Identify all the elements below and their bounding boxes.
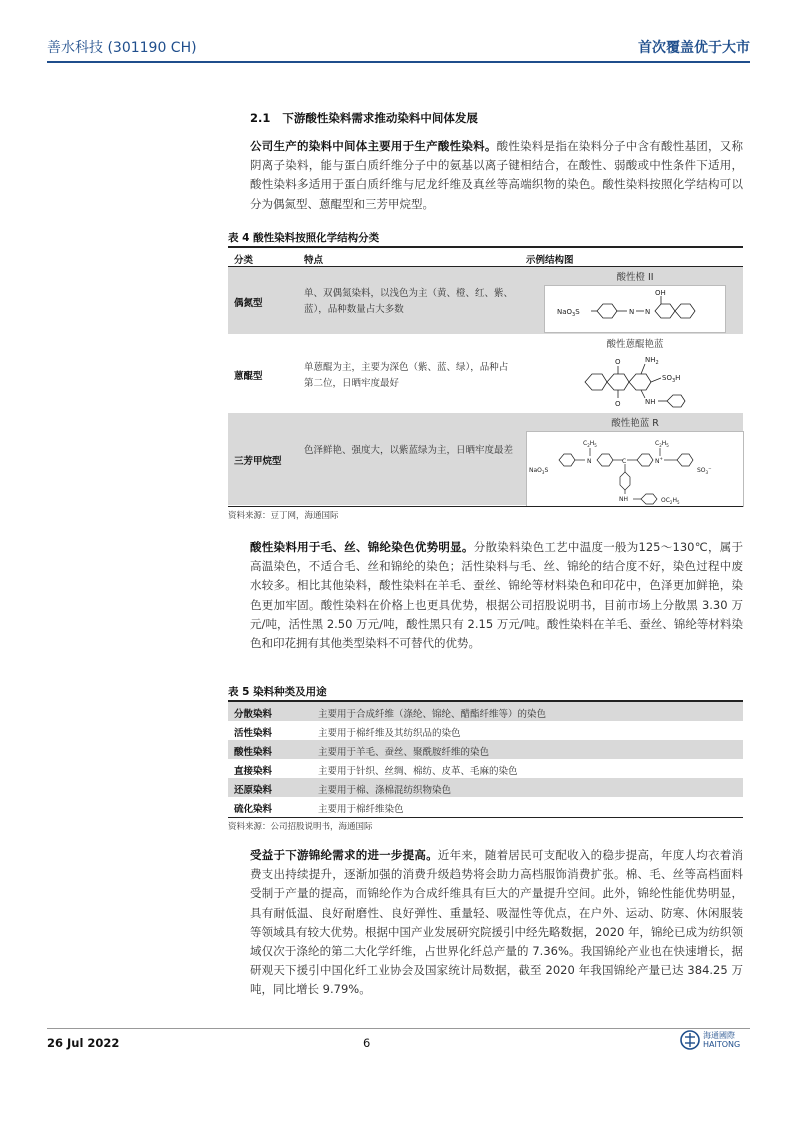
- label-so3-minus: $SO_3^-$: [697, 466, 712, 475]
- section-number: 2.1: [250, 111, 271, 125]
- row-category: 蒽醌型: [234, 371, 263, 382]
- table-row: [228, 721, 743, 740]
- logo-english: HAITONG: [703, 1040, 741, 1049]
- report-date: 26 Jul 2022: [47, 1036, 120, 1050]
- label-nh: NH: [645, 398, 656, 406]
- paragraph-1-body: 酸性染料是指在染料分子中含有酸性基团，又称阴离子染料，能与蛋白质纤维分子中的氨基以离子键相结合，在酸性、弱酸或中性条件下适用，酸性染料多适用于蛋白质纤维与尼龙纤维及真丝等高端织物的染色。酸性染料按照化学结构可以分为偶氮型、蒽醌型和三芳甲烷型。: [250, 139, 744, 211]
- svg-text:C: C: [622, 458, 627, 465]
- logo-chinese: 海通國際: [703, 1031, 735, 1040]
- label-o-top: O: [615, 358, 621, 366]
- table-row: [228, 334, 743, 413]
- section-title: 下游酸性染料需求推动染料中间体发展: [282, 111, 478, 125]
- dye-use: 主要用于棉、涤棉混纺织物染色: [318, 785, 452, 796]
- dye-name: 酸性染料: [234, 747, 273, 758]
- label-oc2h5: $OC_2H_5$: [661, 497, 680, 505]
- structure-name: 酸性橙 II: [616, 272, 654, 283]
- label-nh: NH: [619, 496, 628, 503]
- row-structure: [526, 415, 744, 510]
- dye-use: 主要用于羊毛、蚕丝、聚酰胺纤维的染色: [318, 747, 490, 758]
- rating-title: 首次覆盖优于大市: [638, 40, 750, 56]
- row-category: 三芳甲烷型: [234, 456, 282, 467]
- table-row: [228, 267, 743, 334]
- structure-name: 酸性蒽醌艳蓝: [606, 339, 664, 350]
- table-4-header: [228, 248, 743, 267]
- paragraph-3-lead: 受益于下游锦纶需求的进一步提高。: [250, 848, 438, 862]
- dye-use: 主要用于棉纤维及其纺织品的染色: [318, 728, 461, 739]
- row-feature: 色泽鲜艳、强度大，以紫蓝绿为主，日晒牢度最差: [304, 445, 514, 456]
- section-heading: [250, 110, 478, 126]
- header-divider: [47, 61, 750, 63]
- label-o-bottom: O: [615, 400, 621, 408]
- table-5-title: 表 5 染料种类及用途: [228, 686, 327, 698]
- table-5-bottom-rule: [228, 817, 743, 818]
- table-4-title: 表 4 酸性染料按照化学结构分类: [228, 232, 380, 244]
- table-row: [228, 702, 743, 721]
- paragraph-2: [250, 538, 743, 653]
- label-na: NaO$_3$S: [557, 308, 580, 318]
- header-feature: 特点: [304, 255, 324, 266]
- label-nh2: $NH_2$: [645, 356, 659, 366]
- haitong-logo: [680, 1030, 740, 1050]
- acid-brilliant-blue-r-structure: [526, 431, 744, 507]
- table-5-source: 资料来源：公司招股说明书，海通国际: [228, 822, 373, 832]
- label-n-plus: N+: [655, 456, 663, 465]
- table-4-source: 资料来源：豆丁网，海通国际: [228, 511, 339, 521]
- paragraph-3-body: 近年来，随着居民可支配收入的稳步提高，年度人均衣着消费支出持续提升，逐渐加强的消费升级趋势将会助力高档服饰消费扩张。棉、毛、丝等高档面料受制于产量的提高，而锦纶作为合成纤维具有巨大的产量提升空间。此外，锦纶性能优势明显，具有耐低温、良好耐磨性、良好弹性、重量轻、吸湿性等优点，在户外、运动、防寒、休闲服装等领域具有较大优势。根据中国产业发展研究院援引中经先略数据，2020 年，锦纶已成为纺织领域仅次于涤纶的第二大化学纤维，占世界化纤总产量的 7.36%。我国锦纶产业也在快速增长，据研观天下援引中国化纤工业协会及国家统计局数据，截至 2020 年我国锦纶产量已达 384.25 万吨，同比增长 9.79%。: [250, 848, 744, 997]
- label-na: NaO$_3$S: [529, 467, 549, 475]
- svg-text:N: N: [645, 308, 651, 316]
- svg-text:N: N: [629, 308, 635, 316]
- dye-use: 主要用于针织、丝绸、棉纺、皮革、毛麻的染色: [318, 766, 518, 777]
- dye-use: 主要用于合成纤维（涤纶、锦纶、醋酯纤维等）的染色: [318, 709, 547, 720]
- dye-name: 活性染料: [234, 728, 273, 739]
- header-structure: 示例结构图: [526, 255, 574, 266]
- paragraph-1-lead: 公司生产的染料中间体主要用于生产酸性染料。: [250, 139, 497, 153]
- label-c2h5-right: $C_2H_5$: [655, 440, 669, 448]
- page-number: 6: [363, 1036, 371, 1050]
- paragraph-1: [250, 137, 743, 214]
- dye-name: 硫化染料: [234, 804, 273, 815]
- acid-orange-ii-structure: [544, 285, 726, 333]
- table-4-bottom-rule: [228, 506, 743, 507]
- label-oh: OH: [655, 289, 666, 297]
- dye-name: 还原染料: [234, 785, 273, 796]
- header-category: 分类: [234, 255, 254, 266]
- report-ticker: 善水科技 (301190 CH): [47, 40, 197, 56]
- label-so3h: $SO_3H$: [662, 374, 681, 384]
- label-c2h5-left: $C_2H_5$: [583, 440, 597, 448]
- footer-divider: [47, 1028, 750, 1029]
- table-row: [228, 759, 743, 778]
- table-row: [228, 778, 743, 797]
- structure-name: 酸性艳蓝 R: [611, 418, 659, 429]
- row-structure: [526, 269, 744, 336]
- table-5: [228, 702, 743, 816]
- dye-name: 直接染料: [234, 766, 273, 777]
- row-feature: 单、双偶氮染料，以浅色为主（黄、橙、红、紫、蓝），品种数量占大多数: [304, 288, 514, 315]
- row-feature: 单蒽醌为主，主要为深色（紫、蓝、绿），品种占第二位，日晒牢度最好: [304, 362, 509, 389]
- row-category: 偶氮型: [234, 298, 263, 309]
- anthraquinone-blue-structure: [565, 352, 705, 410]
- table-row: [228, 740, 743, 759]
- table-row: [228, 413, 743, 505]
- paragraph-2-lead: 酸性染料用于毛、丝、锦纶染色优势明显。: [250, 540, 474, 554]
- paragraph-2-body: 分散染料染色工艺中温度一般为125～130℃，属于高温染色，不适合毛、丝和锦纶的染色；活性染料与毛、丝、锦纶的结合度不好，染色过程中废水较多。相比其他染料，酸性染料在羊毛、蚕丝、锦纶等材料染色和印花中，色泽更加鲜艳，染色更加牢固。酸性染料在价格上也更具优势，根据公司招股说明书，目前市场上分散黑 3.30 万元/吨，活性黑 2.50 万元/吨，酸性黑只有 2.15 万元/吨。酸性染料在羊毛、蚕丝、锦纶等材料染色和印花拥有其他类型染料不可替代的优势。: [250, 540, 743, 651]
- dye-name: 分散染料: [234, 709, 273, 720]
- paragraph-3: [250, 846, 743, 1000]
- row-structure: [526, 336, 744, 413]
- table-row: [228, 797, 743, 816]
- haitong-logo-icon: [680, 1030, 700, 1050]
- label-n: N: [587, 458, 592, 465]
- table-4: [228, 248, 743, 505]
- dye-use: 主要用于棉纤维染色: [318, 804, 404, 815]
